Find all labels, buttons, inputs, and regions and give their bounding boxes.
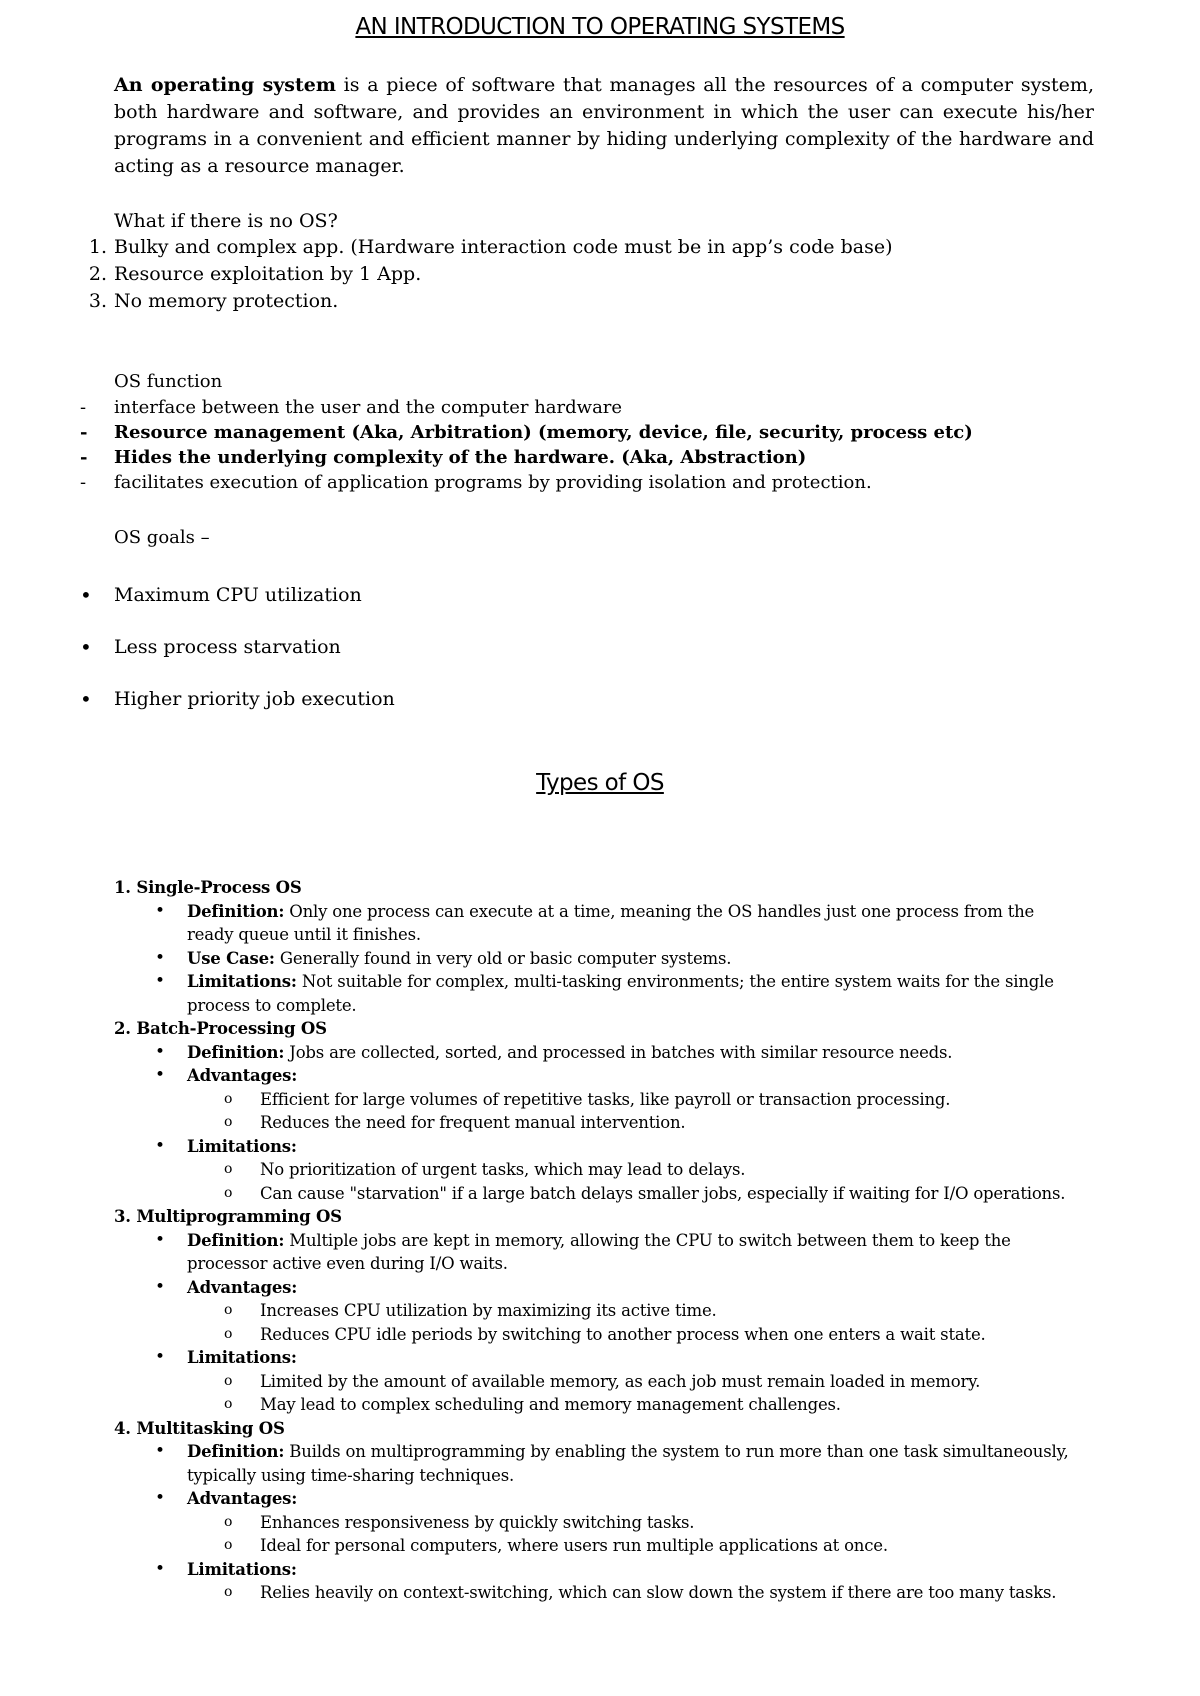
os-type-name: 3. Multiprogramming OS bbox=[114, 1207, 342, 1226]
list-item: o Ideal for personal computers, where users run multiple applications at once. bbox=[260, 1534, 1074, 1558]
os-type bbox=[114, 1017, 1074, 1205]
point-label: Advantages: bbox=[187, 1489, 298, 1508]
point-label: Definition: bbox=[187, 1442, 285, 1461]
os-type-points bbox=[114, 900, 1074, 1018]
no-os-question: What if there is no OS? bbox=[114, 210, 338, 232]
list-item bbox=[88, 288, 893, 315]
list-item bbox=[187, 1041, 1074, 1065]
item-number: 3. bbox=[88, 290, 107, 312]
list-item bbox=[187, 900, 1074, 947]
point-text: Only one process can execute at a time, meaning the OS handles just one process from the ready queue until it finishes. bbox=[187, 901, 1035, 944]
os-function-list bbox=[114, 395, 973, 495]
sub-points bbox=[187, 1370, 1074, 1417]
list-item: o Can cause "starvation" if a large batch delays smaller jobs, especially if waiting for I/O operations. bbox=[260, 1182, 1074, 1206]
point-label: Advantages: bbox=[187, 1066, 298, 1085]
os-function-heading: OS function bbox=[114, 371, 223, 392]
item-number: 2. bbox=[88, 263, 107, 285]
list-item bbox=[187, 1487, 1074, 1558]
os-types-section bbox=[114, 876, 1074, 1605]
point-text: Multiple jobs are kept in memory, allowing the CPU to switch between them to keep the processor active even during I/O waits. bbox=[187, 1230, 1011, 1273]
point-label: Definition: bbox=[187, 1042, 285, 1062]
os-type-name: 4. Multitasking OS bbox=[114, 1418, 285, 1438]
list-item: • Less process starvation bbox=[114, 634, 395, 686]
list-item bbox=[187, 947, 1074, 971]
list-item: • Maximum CPU utilization bbox=[114, 582, 395, 634]
point-text: Not suitable for complex, multi-tasking environments; the entire system waits for the single process to complete. bbox=[187, 972, 1054, 1015]
list-item: o Increases CPU utilization by maximizing its active time. bbox=[260, 1299, 1074, 1323]
os-type bbox=[114, 1417, 1074, 1605]
list-item: - facilitates execution of application programs by providing isolation and protection. bbox=[114, 470, 973, 495]
list-item: • Higher priority job execution bbox=[114, 686, 395, 738]
document-title: AN INTRODUCTION TO OPERATING SYSTEMS bbox=[355, 14, 845, 40]
os-type-name: 2. Batch-Processing OS bbox=[114, 1019, 327, 1038]
list-item: o Limited by the amount of available memory, as each job must remain loaded in memory. bbox=[260, 1370, 1074, 1394]
item-text: Resource exploitation by 1 App. bbox=[114, 263, 422, 285]
list-item: o Efficient for large volumes of repetitive tasks, like payroll or transaction processing. bbox=[260, 1088, 1074, 1112]
intro-paragraph bbox=[114, 72, 1094, 180]
list-item bbox=[88, 261, 893, 288]
point-label: Definition: bbox=[187, 901, 285, 921]
os-type-points bbox=[114, 1229, 1074, 1417]
sub-points bbox=[187, 1511, 1074, 1558]
list-item: o Reduces CPU idle periods by switching to another process when one enters a wait state. bbox=[260, 1323, 1074, 1347]
os-type bbox=[114, 876, 1074, 1017]
list-item: o May lead to complex scheduling and memory management challenges. bbox=[260, 1393, 1074, 1417]
list-item: o Enhances responsiveness by quickly switching tasks. bbox=[260, 1511, 1074, 1535]
intro-text: is a piece of software that manages all the resources of a computer system, both hardware and software, and provides an environment in which the user can execute his/her programs in a convenient and efficient manner by hiding underlying complexity of the hardware and acting as a resource manager. bbox=[114, 74, 1094, 177]
list-item: o Reduces the need for frequent manual intervention. bbox=[260, 1111, 1074, 1135]
os-goals-list bbox=[114, 582, 395, 738]
item-number: 1. bbox=[88, 236, 107, 258]
item-text: Bulky and complex app. (Hardware interaction code must be in app’s code base) bbox=[114, 236, 893, 258]
no-os-list bbox=[88, 234, 893, 315]
sub-points bbox=[187, 1581, 1074, 1605]
sub-points bbox=[187, 1158, 1074, 1205]
point-text: Jobs are collected, sorted, and processed in batches with similar resource needs. bbox=[284, 1042, 953, 1062]
sub-points bbox=[187, 1299, 1074, 1346]
point-label: Use Case: bbox=[187, 948, 275, 968]
point-label: Limitations: bbox=[187, 1559, 297, 1579]
list-item: - Resource management (Aka, Arbitration) (memory, device, file, security, process etc) bbox=[114, 420, 973, 445]
item-text: No memory protection. bbox=[114, 290, 339, 312]
point-text: Builds on multiprogramming by enabling the system to run more than one task simultaneously, typically using time-sharing techniques. bbox=[187, 1442, 1069, 1485]
list-item bbox=[88, 234, 893, 261]
list-item bbox=[187, 1346, 1074, 1417]
os-type-name: 1. Single-Process OS bbox=[114, 878, 302, 897]
list-item: - interface between the user and the computer hardware bbox=[114, 395, 973, 420]
list-item: o Relies heavily on context-switching, which can slow down the system if there are too many tasks. bbox=[260, 1581, 1074, 1605]
list-item bbox=[187, 1229, 1074, 1276]
list-item bbox=[187, 1135, 1074, 1206]
list-item bbox=[187, 1440, 1074, 1487]
point-label: Definition: bbox=[187, 1230, 285, 1250]
point-text: Generally found in very old or basic computer systems. bbox=[274, 948, 732, 968]
list-item bbox=[187, 1064, 1074, 1135]
os-goals-heading: OS goals – bbox=[114, 527, 210, 548]
list-item bbox=[187, 970, 1074, 1017]
list-item: - Hides the underlying complexity of the hardware. (Aka, Abstraction) bbox=[114, 445, 973, 470]
intro-term: An operating system bbox=[114, 74, 336, 96]
point-label: Limitations: bbox=[187, 1136, 297, 1156]
os-type-points bbox=[114, 1440, 1074, 1605]
os-type-points bbox=[114, 1041, 1074, 1206]
types-heading: Types of OS bbox=[536, 770, 664, 796]
sub-points bbox=[187, 1088, 1074, 1135]
list-item bbox=[187, 1558, 1074, 1605]
point-label: Limitations: bbox=[187, 972, 297, 991]
list-item: o No prioritization of urgent tasks, which may lead to delays. bbox=[260, 1158, 1074, 1182]
os-type bbox=[114, 1205, 1074, 1417]
list-item bbox=[187, 1276, 1074, 1347]
point-label: Limitations: bbox=[187, 1348, 297, 1367]
point-label: Advantages: bbox=[187, 1277, 298, 1297]
